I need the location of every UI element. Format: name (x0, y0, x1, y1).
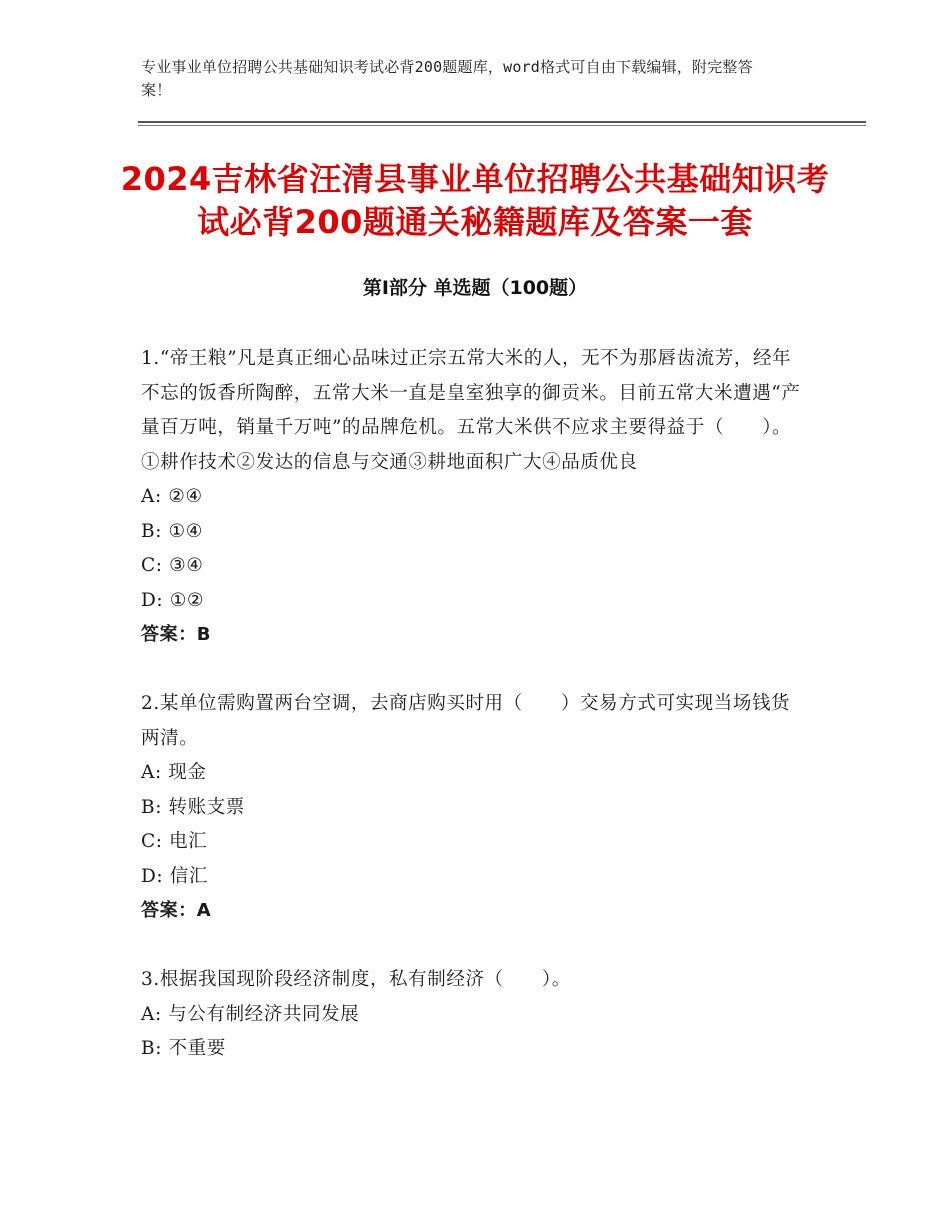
option-c: C: 电汇 (141, 831, 208, 852)
question-1 (141, 342, 801, 653)
answer-label: 答案：B (141, 624, 212, 645)
document-title: 2024吉林省汪清县事业单位招聘公共基础知识考试必背200题通关秘籍题库及答案一套 (120, 160, 830, 241)
option-a: A: 现金 (141, 762, 207, 783)
header-divider (138, 121, 866, 126)
question-list (141, 342, 801, 1101)
option-a: A: 与公有制经济共同发展 (141, 1003, 360, 1025)
option-b: B: ①④ (141, 520, 203, 542)
option-d: D: 信汇 (141, 865, 208, 887)
option-d: D: ①② (141, 589, 205, 611)
question-stem: 1.“帝王粮”凡是真正细心品味过正宗五常大米的人，无不为那唇齿流芳，经年不忘的饭香所陶醉，五常大米一直是皇室独享的御贡米。目前五常大米遭遇“产量百万吨，销量千万吨”的品牌危机。五常大米供不应求主要得益于（ ）。①耕作技术②发达的信息与交通③耕地面积广大④品质优良 (141, 348, 801, 473)
question-stem: 3.根据我国现阶段经济制度，私有制经济（ ）。 (141, 969, 571, 990)
question-2 (141, 687, 801, 929)
header-note: 专业事业单位招聘公共基础知识考试必背200题题库，word格式可自由下载编辑，附完整答案！ (141, 58, 753, 99)
section-heading: 第Ⅰ部分 单选题（100题） (362, 277, 588, 299)
option-b: B: 不重要 (141, 1038, 226, 1059)
question-3 (141, 963, 801, 1067)
option-c: C: ③④ (141, 555, 204, 576)
option-a: A: ②④ (141, 486, 203, 507)
answer-label: 答案：A (141, 900, 212, 921)
option-b: B: 转账支票 (141, 796, 245, 818)
question-stem: 2.某单位需购置两台空调，去商店购买时用（ ）交易方式可实现当场钱货两清。 (141, 693, 791, 749)
